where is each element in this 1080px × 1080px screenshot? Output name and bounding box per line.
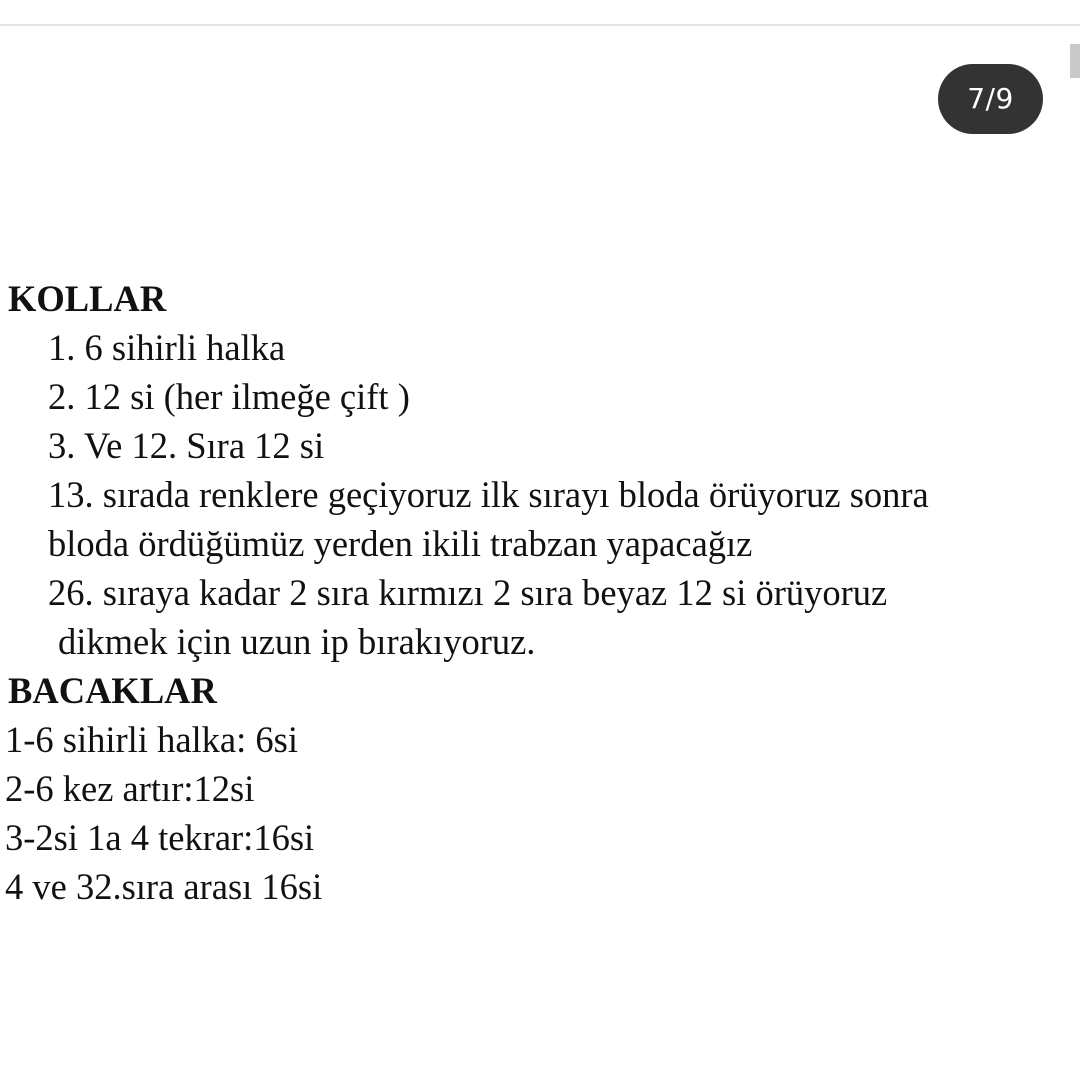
- section-title-bacaklar: BACAKLAR: [8, 670, 217, 711]
- kollar-line-3: 3. Ve 12. Sıra 12 si: [48, 425, 325, 466]
- section-title-kollar: KOLLAR: [8, 278, 167, 319]
- kollar-line-1: 1. 6 sihirli halka: [48, 327, 286, 368]
- bacaklar-line-1: 1-6 sihirli halka: 6si: [5, 719, 298, 760]
- kollar-line-5: bloda ördüğümüz yerden ikili trabzan yapacağız: [48, 523, 753, 564]
- bacaklar-line-3: 3-2si 1a 4 tekrar:16si: [5, 817, 315, 858]
- kollar-line-4: 13. sırada renklere geçiyoruz ilk sırayı bloda örüyoruz sonra: [48, 474, 929, 515]
- kollar-line-2: 2. 12 si (her ilmeğe çift ): [48, 376, 410, 417]
- bacaklar-line-4: 4 ve 32.sıra arası 16si: [5, 866, 323, 907]
- top-divider: [0, 24, 1080, 26]
- document-content: [0, 274, 1080, 911]
- kollar-line-7: dikmek için uzun ip bırakıyoruz.: [58, 621, 536, 662]
- bacaklar-line-2: 2-6 kez artır:12si: [5, 768, 255, 809]
- kollar-line-6: 26. sıraya kadar 2 sıra kırmızı 2 sıra beyaz 12 si örüyoruz: [48, 572, 888, 613]
- scrollbar-thumb[interactable]: [1070, 44, 1080, 78]
- page-indicator-badge: 7/9: [938, 64, 1043, 134]
